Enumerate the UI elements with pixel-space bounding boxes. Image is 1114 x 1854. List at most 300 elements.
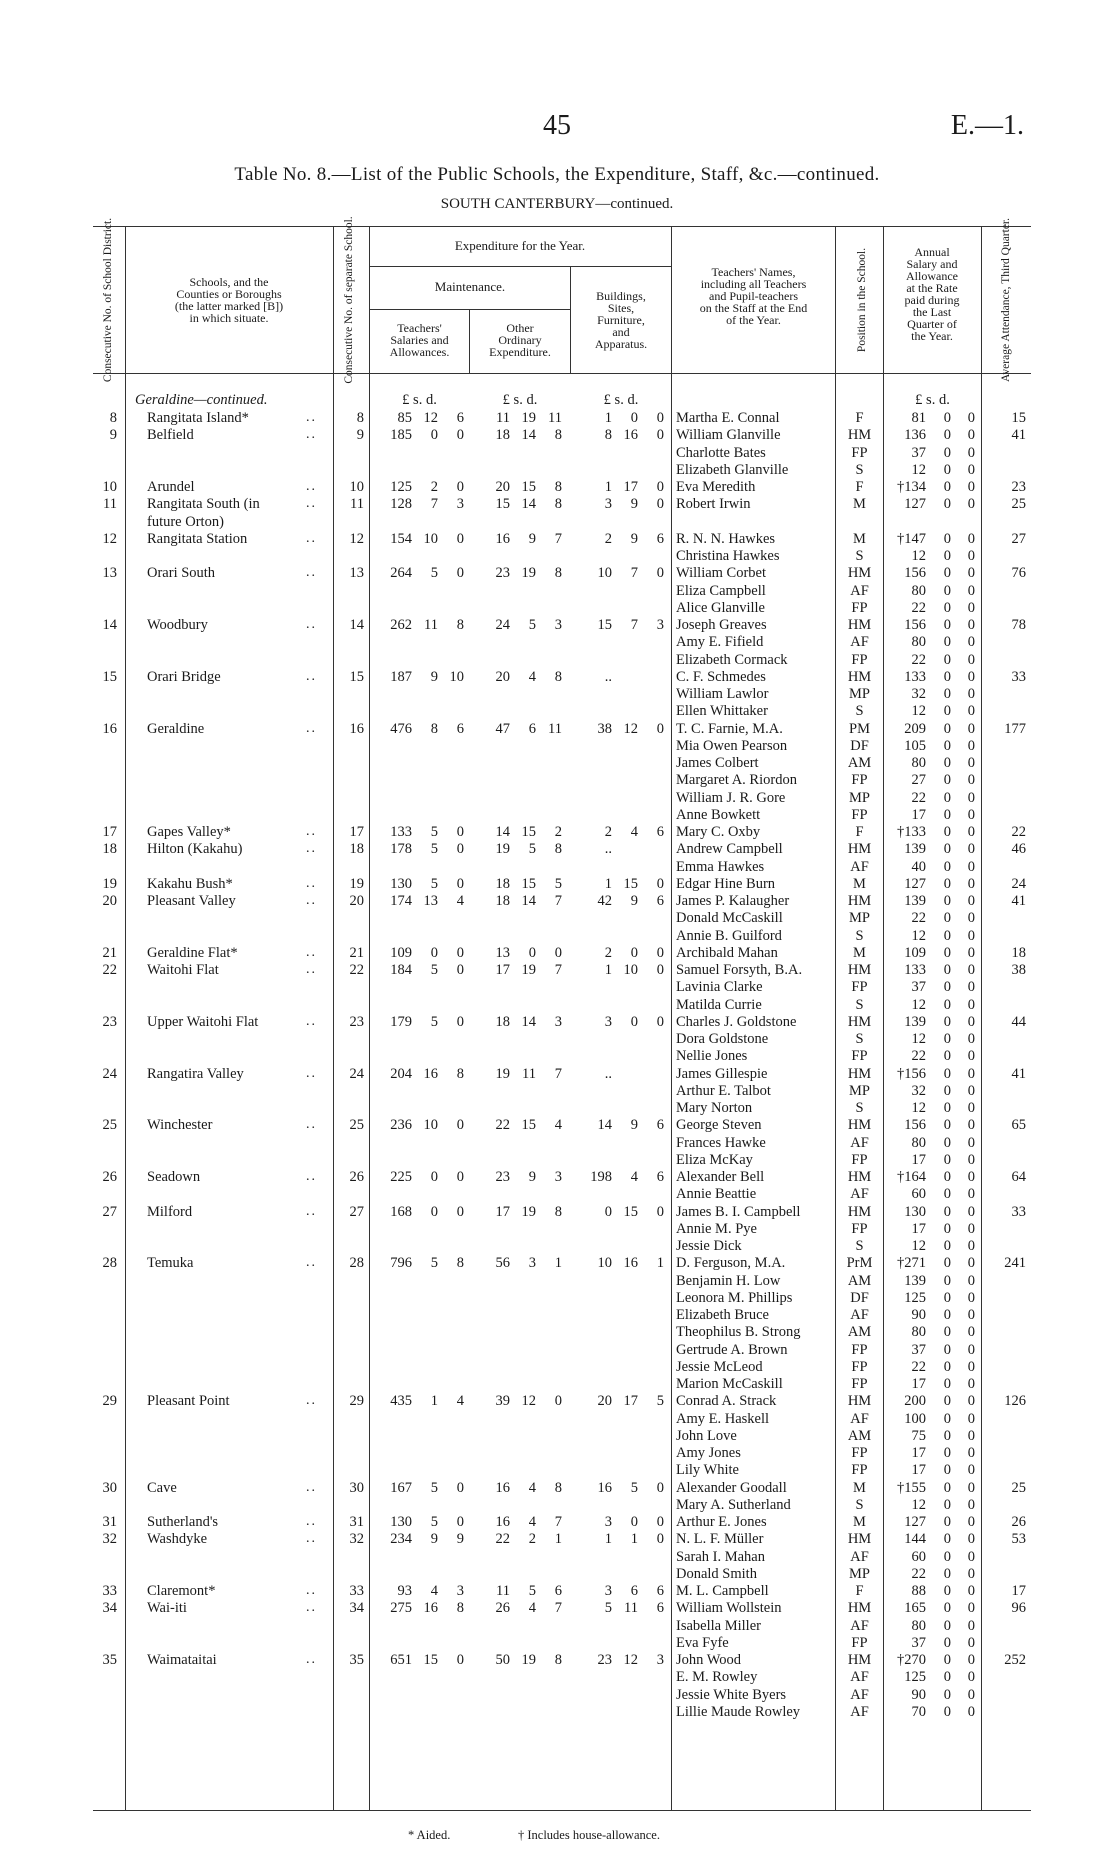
teacher-name: N. L. F. Müller [676,1531,764,1548]
leader-dots: .. [306,668,317,684]
oth-pounds: 18 [495,893,510,909]
salary-pence: 0 [967,634,975,651]
oth-pence: 8 [554,1652,562,1668]
salary-shillings: 0 [943,1186,951,1203]
salary-pounds: 136 [904,427,926,444]
leader-dots: .. [306,479,317,494]
leader-dots: .. [306,944,317,960]
school-name: Geraldine Flat* [147,944,238,961]
teacher-position: S [855,548,864,564]
salary-pence: 0 [967,1151,975,1168]
leader-dots: .. [306,1652,317,1667]
teacher-name: Eva Fyfe [676,1634,729,1651]
leader-dots: .. [306,1117,317,1133]
salary-pounds: 17 [911,1220,926,1237]
oth-pounds: 23 [495,1169,510,1185]
salary-pounds: 12 [911,548,926,564]
oth-pounds: 20 [495,479,510,495]
teacher-name: Charles J. Goldstone [676,1013,797,1030]
bld-pounds: .. [604,668,612,685]
leader-dots: .. [306,427,317,443]
sal-shillings: 0 [430,1169,438,1185]
salary-shillings: 0 [943,875,951,892]
bld-pence: 3 [656,617,664,633]
oth-pounds: 22 [495,1531,510,1548]
average-attendance: 41 [1011,427,1026,444]
teacher-name: John Love [676,1427,737,1444]
salary-pence: 0 [967,910,975,927]
school-number: 26 [349,1169,364,1185]
district-number: 21 [102,944,117,961]
salary-pence: 0 [967,841,975,858]
salary-pounds: 37 [911,1341,926,1358]
teacher-position: PM [849,720,870,737]
school-name: Temuka [147,1255,194,1272]
salary-shillings: 0 [943,1341,951,1358]
sal-pence: 4 [456,1393,464,1410]
teacher-position: AF [850,858,869,875]
average-attendance: 41 [1011,893,1026,909]
district-number: 8 [109,410,117,426]
bld-pence: 6 [656,1600,664,1617]
salary-pounds: 80 [911,634,926,651]
salary-pounds: 32 [911,686,926,702]
bld-shillings: 9 [630,893,638,909]
salary-pence: 0 [967,1462,975,1479]
district-number: 35 [102,1652,117,1668]
teacher-position: F [855,479,864,495]
salary-pence: 0 [967,1703,975,1720]
salary-pounds: 80 [911,1134,926,1151]
salary-pence: 0 [967,599,975,616]
average-attendance: 126 [1004,1393,1026,1410]
salary-shillings: 0 [943,634,951,651]
salary-pounds: 12 [911,1031,926,1047]
units-salary: £ s. d. [915,392,950,408]
teacher-position: AF [850,1669,869,1686]
sal-pounds: 85 [397,410,412,426]
teacher-position: AF [850,1617,869,1634]
bld-pence: 0 [656,496,664,513]
average-attendance: 53 [1011,1531,1026,1548]
teacher-name: Emma Hawkes [676,858,765,875]
teacher-position: M [853,944,866,961]
oth-pounds: 17 [495,1203,510,1220]
school-number: 13 [349,565,364,582]
sal-pence: 8 [456,1255,464,1272]
average-attendance: 177 [1004,720,1026,737]
sal-shillings: 11 [424,617,438,633]
salary-pounds: 22 [911,1048,926,1065]
teacher-position: HM [847,1393,872,1410]
bld-pounds: 0 [604,1203,612,1220]
salary-shillings: 0 [943,1583,951,1599]
teacher-name: Eliza Campbell [676,582,766,599]
school-number: 11 [350,496,364,513]
page-number: 45 [543,110,571,141]
salary-pence: 0 [967,1583,975,1599]
oth-pence: 8 [554,668,562,685]
teacher-name: Christina Hawkes [676,548,780,564]
teacher-name: D. Ferguson, M.A. [676,1255,786,1272]
sal-pence: 0 [456,1652,464,1668]
salary-pounds: 22 [911,651,926,668]
bld-pounds: 10 [597,565,612,582]
oth-pounds: 11 [496,1583,510,1599]
salary-pounds: 81 [911,410,926,426]
teacher-position: FP [851,979,868,996]
average-attendance: 65 [1011,1117,1026,1134]
salary-shillings: 0 [943,1117,951,1134]
district-number: 15 [102,668,117,685]
school-name: Hilton (Kakahu) [147,841,243,858]
teacher-name: William Lawlor [676,686,769,702]
sal-pence: 4 [456,893,464,909]
school-name: Rangitata Island* [147,410,249,426]
average-attendance: 26 [1011,1514,1026,1530]
teacher-name: Mary Norton [676,1100,753,1116]
salary-pence: 0 [967,944,975,961]
teacher-position: S [855,1238,864,1254]
salary-shillings: 0 [943,1376,951,1392]
bld-pence: 6 [656,1169,664,1185]
leader-dots: .. [306,530,317,546]
salary-pounds: 125 [904,1289,926,1306]
bld-shillings: 5 [630,1479,638,1496]
salary-shillings: 0 [943,461,951,478]
sal-pence: 0 [456,962,464,978]
sal-pounds: 225 [390,1169,412,1185]
teacher-name: C. F. Schmedes [676,668,766,685]
sal-pence: 0 [456,1013,464,1030]
average-attendance: 252 [1004,1652,1026,1668]
header-attendance: Average Attendance, Third Quarter. [1000,217,1012,383]
salary-pence: 0 [967,789,975,806]
bld-shillings: 15 [623,875,638,892]
salary-pence: 0 [967,1065,975,1082]
oth-shillings: 19 [521,410,536,426]
salary-shillings: 0 [943,1065,951,1082]
salary-shillings: 0 [943,1048,951,1065]
bld-shillings: 9 [630,1117,638,1134]
leader-dots: .. [306,1479,317,1495]
oth-shillings: 14 [521,893,536,909]
sal-shillings: 1 [430,1393,438,1410]
bld-shillings: 16 [623,427,638,444]
teacher-position: AF [850,1548,869,1565]
salary-pence: 0 [967,1220,975,1237]
sal-shillings: 2 [430,479,438,495]
bld-pence: 0 [656,427,664,444]
salary-pounds: 22 [911,789,926,806]
sal-pounds: 174 [390,893,412,909]
bld-pounds: 3 [604,1583,612,1599]
salary-shillings: 0 [943,893,951,909]
teacher-name: Alexander Bell [676,1169,765,1185]
school-name: Milford [147,1203,193,1220]
average-attendance: 241 [1004,1255,1026,1272]
average-attendance: 96 [1011,1600,1026,1617]
oth-pence: 7 [554,893,562,909]
salary-shillings: 0 [943,841,951,858]
leader-dots: .. [306,496,317,512]
bld-pence: 0 [656,1013,664,1030]
salary-pence: 0 [967,1531,975,1548]
salary-shillings: 0 [943,1410,951,1427]
header-schools: Schools, and the Counties or Boroughs (the latter marked [B]) in which situate. [174,275,284,325]
bld-pence: 0 [656,962,664,978]
salary-shillings: 0 [943,806,951,823]
teacher-name: Charlotte Bates [676,444,766,461]
salary-pence: 0 [967,858,975,875]
teacher-name: Lillie Maude Rowley [676,1703,801,1720]
salary-pounds: 139 [904,841,926,858]
salary-pounds: 60 [911,1186,926,1203]
teacher-name: Anne Bowkett [676,806,761,823]
salary-shillings: 0 [943,944,951,961]
teacher-name: William Corbet [676,565,767,582]
table-title: Table No. 8.—List of the Public Schools, the Expenditure, Staff, &c.—continued. [234,164,880,185]
school-number: 10 [349,479,364,495]
salary-shillings: 0 [943,703,951,720]
sal-shillings: 16 [423,1065,438,1082]
header-position: Position in the School. [856,247,868,353]
bld-pence: 6 [656,530,664,547]
salary-pounds: 139 [904,893,926,909]
salary-shillings: 0 [943,496,951,513]
average-attendance: 64 [1011,1169,1026,1185]
sal-pounds: 130 [390,1514,412,1530]
teacher-position: S [855,927,864,944]
salary-pence: 0 [967,582,975,599]
teacher-name: Annie M. Pye [676,1220,757,1237]
salary-shillings: 0 [943,1652,951,1668]
sal-pence: 0 [456,530,464,547]
oth-pounds: 16 [495,530,510,547]
oth-pence: 0 [554,944,562,961]
teacher-name: Samuel Forsyth, B.A. [676,962,803,978]
oth-shillings: 5 [528,1583,536,1599]
teacher-name: Marion McCaskill [676,1376,783,1392]
teacher-position: DF [850,737,869,754]
average-attendance: 46 [1011,841,1026,858]
teacher-name: Mary C. Oxby [676,824,761,840]
teacher-name: Frances Hawke [676,1134,766,1151]
bld-shillings: 17 [623,1393,638,1410]
salary-pounds: 90 [911,1307,926,1323]
salary-pounds: 22 [911,1358,926,1375]
salary-shillings: 0 [943,410,951,426]
salary-pence: 0 [967,1600,975,1617]
teacher-position: HM [847,565,872,582]
salary-shillings: 0 [943,1427,951,1444]
salary-shillings: 0 [943,1238,951,1254]
sal-shillings: 8 [430,720,438,737]
teacher-name: Arthur E. Talbot [676,1082,771,1099]
teacher-position: S [855,461,864,478]
school-name: Arundel [147,479,195,495]
salary-shillings: 0 [943,530,951,547]
salary-pence: 0 [967,479,975,495]
leader-dots: .. [306,962,317,977]
sal-pounds: 154 [390,530,412,547]
school-number: 33 [349,1583,364,1599]
leader-dots: .. [306,565,317,581]
sal-shillings: 12 [423,410,438,426]
school-number: 22 [349,962,364,978]
bld-pence: 0 [656,1514,664,1530]
bld-pounds: 38 [597,720,612,737]
teacher-name: Benjamin H. Low [676,1272,781,1289]
school-number: 9 [356,427,364,444]
salary-pounds: 156 [904,1117,926,1134]
teacher-position: FP [851,1048,868,1065]
oth-pence: 1 [554,1255,562,1272]
salary-pence: 0 [967,1169,975,1185]
teacher-name: T. C. Farnie, M.A. [676,720,783,737]
oth-pence: 7 [554,1600,562,1617]
salary-pence: 0 [967,651,975,668]
salary-pounds: 12 [911,1100,926,1116]
sal-pence: 6 [456,410,464,426]
bld-pence: 0 [656,875,664,892]
oth-pounds: 18 [495,427,510,444]
teacher-position: HM [847,1600,872,1617]
district-number: 17 [102,824,117,840]
bld-shillings: 0 [630,1013,638,1030]
teacher-name: Amy E. Fifield [676,634,764,651]
average-attendance: 33 [1011,1203,1026,1220]
salary-pounds: 12 [911,996,926,1013]
teacher-name: Annie B. Guilford [676,927,782,944]
oth-shillings: 0 [528,944,536,961]
teacher-name: Lily White [676,1462,739,1479]
district-number: 34 [102,1600,117,1617]
oth-pence: 11 [548,410,562,426]
oth-shillings: 15 [521,479,536,495]
header-teachers: Teachers' Names, including all Teachers and Pupil-teachers on the Staff at the End of the Year. [699,265,808,327]
oth-shillings: 4 [528,1600,536,1617]
sal-pence: 0 [456,479,464,495]
oth-shillings: 14 [521,1013,536,1030]
school-number: 21 [349,944,364,961]
bld-shillings: 0 [630,944,638,961]
page-reference: E.—1. [950,110,1024,141]
oth-pence: 8 [554,841,562,858]
bld-pounds: 2 [604,944,612,961]
bld-shillings: 4 [630,824,638,840]
oth-shillings: 14 [521,427,536,444]
salary-pence: 0 [967,1634,975,1651]
teacher-position: HM [847,617,872,633]
salary-pence: 0 [967,1479,975,1496]
bld-shillings: 9 [630,530,638,547]
bld-shillings: 9 [630,496,638,513]
oth-pounds: 16 [495,1479,510,1496]
salary-pence: 0 [967,668,975,685]
teacher-position: AF [850,1307,869,1323]
bld-pounds: 1 [604,1531,612,1548]
salary-pence: 0 [967,1376,975,1392]
teacher-position: FP [851,1462,868,1479]
oth-shillings: 19 [521,1652,536,1668]
salary-pence: 0 [967,962,975,978]
footnote-aided: * Aided. [408,1828,451,1842]
leader-dots: .. [306,841,317,857]
bld-pounds: 10 [597,1255,612,1272]
sal-shillings: 5 [430,1255,438,1272]
teacher-position: FP [851,1358,868,1375]
salary-pounds: †147 [897,530,926,547]
salary-pence: 0 [967,1565,975,1582]
teacher-position: DF [850,1289,869,1306]
oth-pounds: 15 [495,496,510,513]
sal-pence: 3 [456,496,464,513]
school-number: 14 [349,617,364,633]
salary-pence: 0 [967,1203,975,1220]
oth-pence: 1 [554,1531,562,1548]
teacher-name: Annie Beattie [676,1186,757,1203]
oth-pence: 11 [548,720,562,737]
oth-pence: 3 [554,1169,562,1185]
teacher-name: Edgar Hine Burn [676,875,776,892]
sal-shillings: 15 [423,1652,438,1668]
school-number: 8 [356,410,364,426]
bld-pence: 6 [656,893,664,909]
sal-pence: 0 [456,841,464,858]
teacher-position: HM [847,1117,872,1134]
sal-pence: 0 [456,1514,464,1530]
school-number: 17 [349,824,364,840]
school-number: 18 [349,841,364,858]
salary-pounds: 12 [911,1496,926,1513]
school-name: Pleasant Valley [147,893,236,909]
district-number: 26 [102,1169,117,1185]
teacher-name: William J. R. Gore [676,789,786,806]
average-attendance: 76 [1011,565,1026,582]
school-number: 35 [349,1652,364,1668]
sal-pence: 0 [456,1169,464,1185]
teacher-name: Leonora M. Phillips [676,1289,793,1306]
bld-shillings: 12 [623,720,638,737]
oth-pounds: 50 [495,1652,510,1668]
sal-pence: 9 [456,1531,464,1548]
sal-shillings: 10 [423,530,438,547]
oth-pounds: 47 [495,720,510,737]
school-name: Orari Bridge [147,668,221,685]
salary-pence: 0 [967,427,975,444]
sal-shillings: 5 [430,1479,438,1496]
salary-pence: 0 [967,410,975,426]
school-number: 34 [349,1600,364,1617]
district-number: 24 [102,1065,117,1082]
salary-pence: 0 [967,1289,975,1306]
school-name: Gapes Valley* [147,824,231,840]
oth-shillings: 14 [521,496,536,513]
salary-shillings: 0 [943,427,951,444]
average-attendance: 27 [1011,530,1026,547]
oth-pence: 5 [554,875,562,892]
bld-shillings: 16 [623,1255,638,1272]
district-number: 32 [102,1531,117,1548]
salary-shillings: 0 [943,789,951,806]
school-name: Pleasant Point [147,1393,230,1410]
salary-shillings: 0 [943,1272,951,1289]
oth-shillings: 12 [521,1393,536,1410]
teacher-position: AF [850,1134,869,1151]
school-number: 23 [349,1013,364,1030]
sal-pence: 0 [456,565,464,582]
